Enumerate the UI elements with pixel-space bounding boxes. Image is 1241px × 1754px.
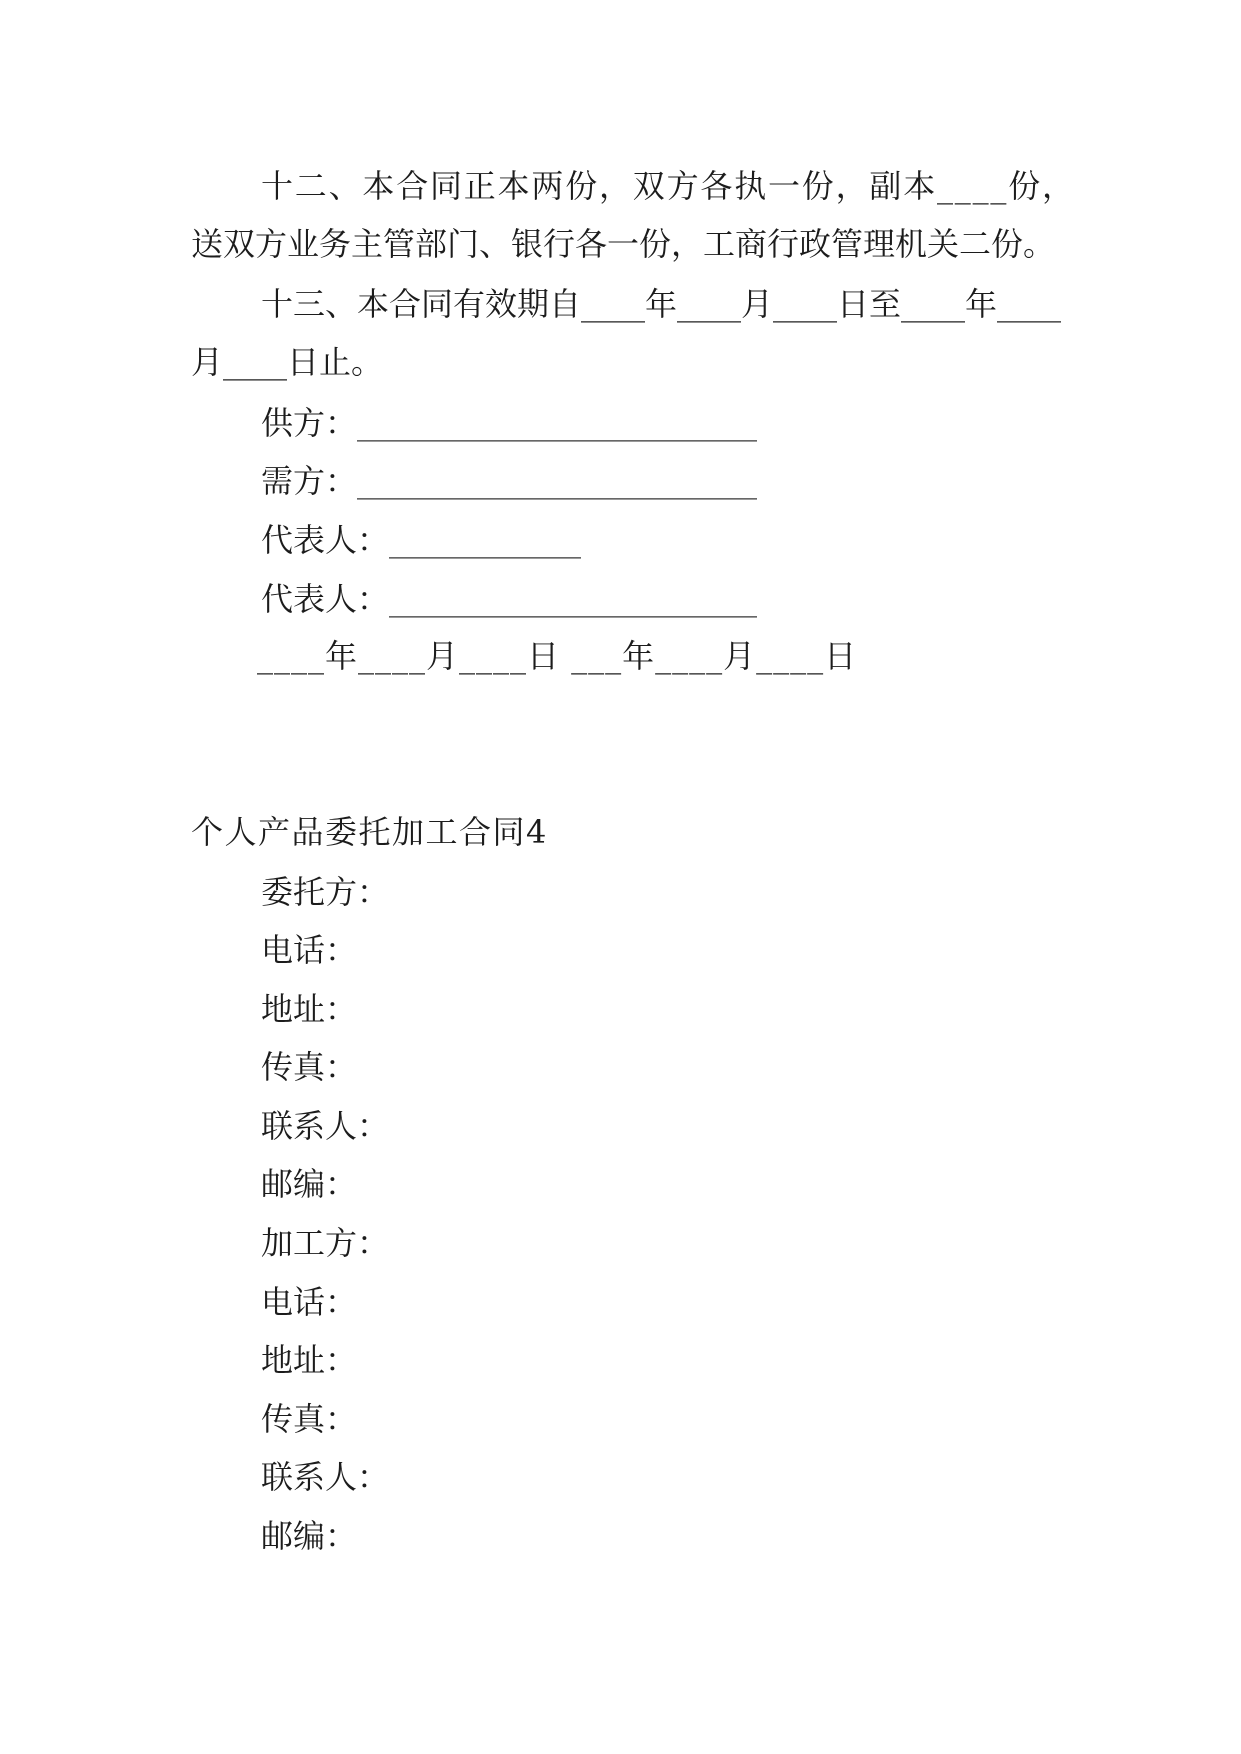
buyer-blank: _________________________ [357, 462, 758, 500]
contract-4-title: 个人产品委托加工合同4 [191, 813, 548, 851]
clause-12-line-2: 送双方业务主管部门、银行各一份，工商行政管理机关二份。 [191, 225, 1056, 263]
representative-2-label: 代表人： [261, 580, 390, 618]
representative-1-label: 代表人： [261, 521, 390, 559]
clause-13-line-1: 十三、本合同有效期自____年____月____日至____年____ [261, 285, 1062, 323]
clause-12-line-1: 十二、本合同正本两份，双方各执一份，副本____份， [261, 167, 1076, 205]
supplier-signature-line [261, 403, 757, 443]
supplier-label: 供方： [261, 404, 358, 442]
processor-postcode-label: 邮编： [261, 1517, 358, 1555]
processor-party-label: 加工方： [261, 1224, 390, 1262]
client-contact-label: 联系人： [261, 1107, 390, 1145]
representative-2-line [261, 579, 757, 619]
representative-1-line [261, 520, 581, 560]
buyer-label: 需方： [261, 462, 358, 500]
client-postcode-label: 邮编： [261, 1165, 358, 1203]
buyer-signature-line [261, 461, 757, 501]
processor-phone-label: 电话： [261, 1283, 358, 1321]
processor-address-label: 地址： [261, 1341, 358, 1379]
representative-2-blank: _______________________ [389, 580, 758, 618]
client-phone-label: 电话： [261, 931, 358, 969]
signature-date-line: ____年____月____日 ___年____月____日 [257, 637, 858, 675]
representative-1-blank: ____________ [389, 521, 582, 559]
clause-13-line-2: 月____日止。 [191, 343, 384, 381]
client-address-label: 地址： [261, 990, 358, 1028]
client-fax-label: 传真： [261, 1048, 358, 1086]
processor-fax-label: 传真： [261, 1400, 358, 1438]
processor-contact-label: 联系人： [261, 1458, 390, 1496]
client-party-label: 委托方： [261, 873, 390, 911]
supplier-blank: _________________________ [357, 404, 758, 442]
